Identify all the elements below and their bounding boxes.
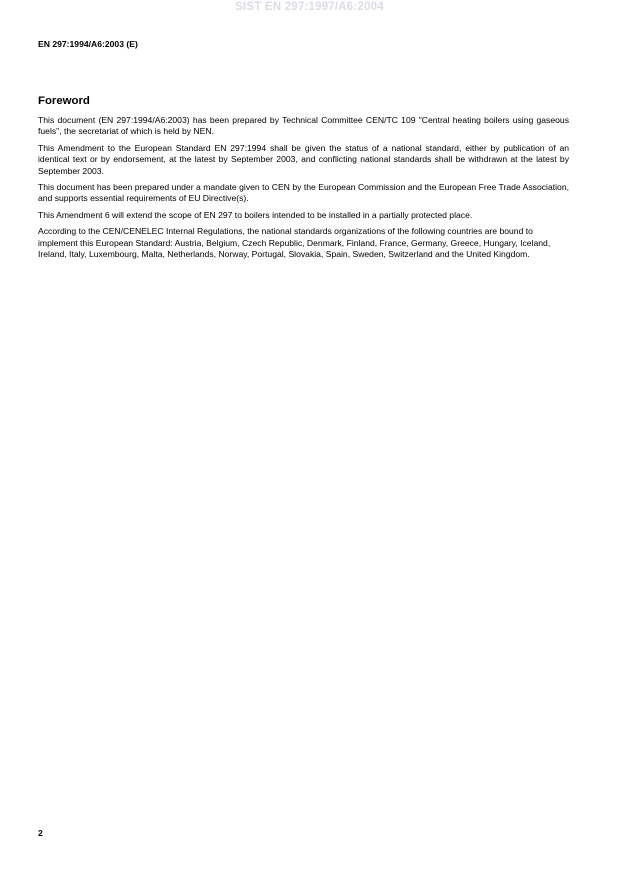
document-id: EN 297:1994/A6:2003 (E) [38, 39, 138, 49]
foreword-paragraph: This document has been prepared under a mandate given to CEN by the European Commission and the European Free Trade Association, and supports essential requirements of EU Directive(s). [38, 182, 569, 204]
foreword-section [38, 95, 569, 265]
watermark: SIST EN 297:1997/A6:2004 [235, 1, 384, 13]
foreword-paragraph: According to the CEN/CENELEC Internal Regulations, the national standards organizations of the following countries are bound to implement this European Standard: Austria, Belgium, Czech Republic, Denmark, Finland, France, Germany, Greece, Hungary, Iceland, Ireland, Italy, Luxembourg, Malta, Netherlands, Norway, Portugal, Slovakia, Spain, Sweden, Switzerland and the United Kingdom. [38, 226, 551, 260]
page-number: 2 [38, 828, 43, 838]
foreword-heading: Foreword [38, 95, 90, 107]
foreword-paragraph: This Amendment to the European Standard EN 297:1994 shall be given the status of a national standard, either by publication of an identical text or by endorsement, at the latest by September 2003, and conflicting national standards shall be withdrawn at the latest by September 2003. [38, 142, 569, 176]
foreword-paragraph: This Amendment 6 will extend the scope of EN 297 to boilers intended to be installed in a partially protected place. [38, 209, 473, 220]
foreword-paragraph: This document (EN 297:1994/A6:2003) has been prepared by Technical Committee CEN/TC 109 "Central heating boilers using gaseous fuels", the secretariat of which is held by NEN. [38, 115, 569, 137]
